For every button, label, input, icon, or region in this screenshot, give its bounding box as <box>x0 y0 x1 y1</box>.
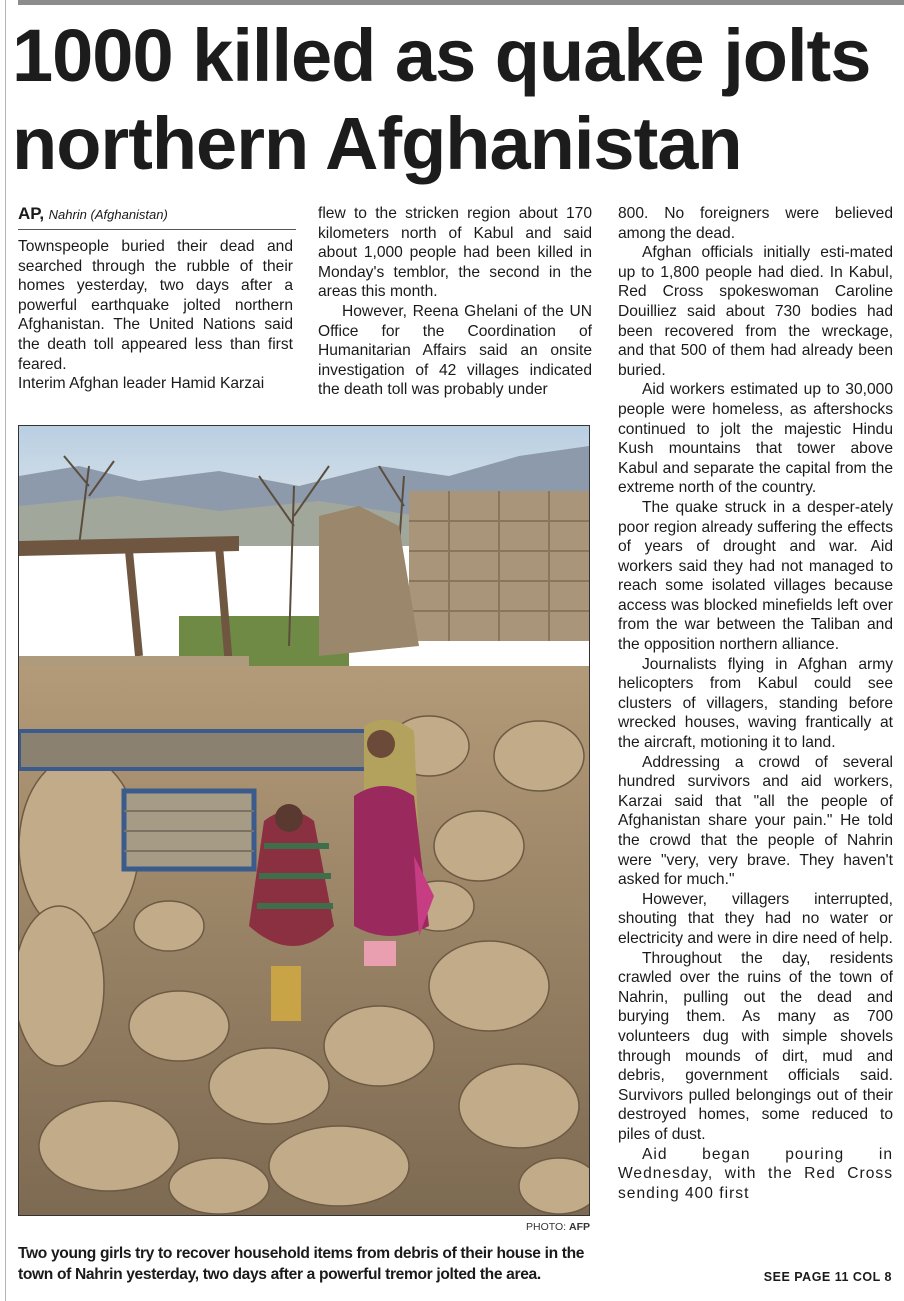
paragraph: However, Reena Ghelani of the UN Office for the Coordination of Humanitarian Affairs said an onsite investigation of 42 villages indicated the death toll was probably under <box>318 302 592 399</box>
article-column-3 <box>618 204 893 1203</box>
cart-side <box>19 731 399 769</box>
paragraph: Interim Afghan leader Hamid Karzai <box>18 375 265 393</box>
paragraph: flew to the stricken region about 170 kilometers north of Kabul and said about 1,000 people had been killed in Monday's temblor, the second in the areas this month. <box>318 205 592 301</box>
photo-caption: Two young girls try to recover household items from debris of their house in the town of Nahrin yesterday, two days after a powerful tremor jolted the area. <box>18 1245 585 1283</box>
paragraph: Townspeople buried their dead and searched through the rubble of their homes yesterday, two days after a powerful earthquake jolted northern Afghanistan. The United Nations said the death toll appeared less than first feared. <box>18 238 293 373</box>
paragraph: The quake struck in a desper-ately poor region already suffering the effects of years of drought and war. Aid workers said they had not managed to reach some isolated villages because access was blocked minefields left over from the war between the Taliban and the opposition northern alliance. <box>618 498 893 654</box>
byline <box>18 204 293 225</box>
paragraph: Afghan officials initially esti-mated up to 1,800 people had died. In Kabul, Red Cross spokeswoman Caroline Douilliez said about 730 bodies had been recovered from the wreckage, and that 500 of them had already been buried. <box>618 244 893 379</box>
paragraph: Addressing a crowd of several hundred survivors and aid workers, Karzai said that "all the people of Afghanistan share your pain." He told the crowd that the people of Nahrin were "very, very brave. They haven't asked for much." <box>618 753 893 889</box>
photo-credit-label: PHOTO: <box>526 1221 567 1233</box>
byline-source: AP, <box>18 204 45 223</box>
headline: 1000 killed as quake jolts northern Afghanistan <box>12 14 871 185</box>
left-margin-rule <box>5 0 6 1301</box>
paragraph: Aid began pouring in Wednesday, with the Red Cross sending 400 first <box>618 1145 893 1202</box>
paragraph: Throughout the day, residents crawled over the ruins of the town of Nahrin, pulling out the dead and burying them. As many as 700 volunteers dug with simple shovels through mounds of dirt, mud and debris, government officials said. Survivors pulled belongings out of their destroyed homes, some reduced to piles of dust. <box>618 949 893 1143</box>
photo-credit-agency: AFP <box>569 1221 590 1233</box>
paragraph: However, villagers interrupted, shouting that they had no water or electricity and were in dire need of help. <box>618 890 893 947</box>
paragraph: Aid workers estimated up to 30,000 people were homeless, as aftershocks continued to jolt the majestic Hindu Kush mountains that tower above Kabul and separate the capital from the extreme north of the country. <box>618 381 893 497</box>
paragraph: 800. No foreigners were believed among the dead. <box>618 205 893 242</box>
top-rule <box>18 0 904 5</box>
continuation-jump: SEE PAGE 11 COL 8 <box>763 1270 892 1284</box>
byline-place: Nahrin (Afghanistan) <box>48 207 168 222</box>
news-photo <box>18 425 590 1216</box>
article-column-1 <box>18 204 293 394</box>
photo-credit <box>526 1221 590 1233</box>
byline-rule <box>18 229 296 230</box>
article-column-2 <box>318 204 592 400</box>
paragraph: Journalists flying in Afghan army helicopters from Kabul could see clusters of villagers, standing before wrecked houses, waving frantically at the aircraft, motioning it to land. <box>618 655 893 752</box>
